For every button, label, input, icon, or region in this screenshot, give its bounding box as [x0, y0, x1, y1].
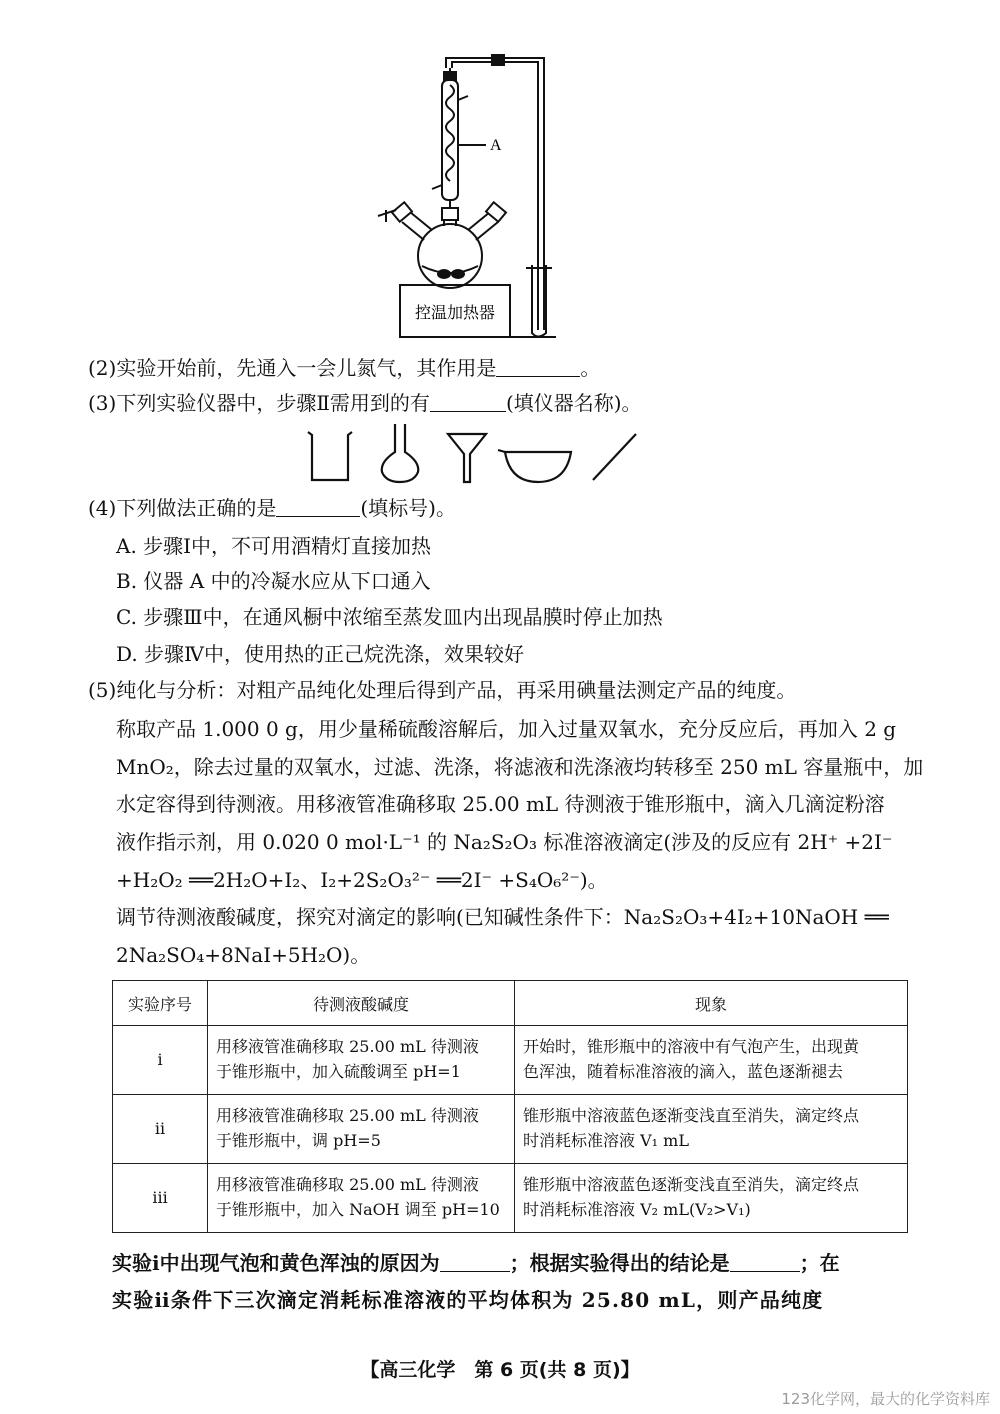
q2-text: (2)实验开始前，先通入一会儿氮气，其作用是: [88, 356, 497, 380]
q5-title: (5)纯化与分析：对粗产品纯化处理后得到产品，再采用碘量法测定产品的纯度。: [88, 678, 797, 702]
q4-after: (填标号)。: [360, 496, 456, 520]
observation-line: 时消耗标准溶液 V₁ mL: [523, 1131, 689, 1150]
watermark: 123化学网，最大的化学资料库: [781, 1390, 990, 1408]
q4-option-d: D. 步骤Ⅳ中，使用热的正己烷洗涤，效果较好: [116, 642, 525, 666]
evaporating-dish-icon: [505, 452, 571, 482]
q2-after: 。: [580, 356, 601, 380]
question-2: [88, 358, 600, 378]
row-id: ⅲ: [113, 1164, 208, 1233]
header-observation: 现象: [515, 981, 908, 1026]
tail-blank-1: [440, 1253, 510, 1272]
row-condition: [208, 1095, 515, 1164]
q3-answer-blank: [430, 393, 506, 412]
q5-para-3: 水定容得到待测液。用移液管准确移取 25.00 mL 待测液于锥形瓶中，滴入几滴淀粉溶: [116, 792, 885, 816]
beaker-icon: [308, 432, 352, 480]
q5-para-7: 2Na₂SO₄+8NaI+5H₂O)。: [116, 943, 371, 967]
q2-answer-blank: [496, 358, 580, 377]
flask-icon: [382, 424, 418, 482]
tail-text-c: ；在: [799, 1251, 840, 1275]
q4-stem: (4)下列做法正确的是: [88, 496, 277, 520]
q5-para-6: 调节待测液酸碱度，探究对滴定的影响(已知碱性条件下：Na₂S₂O₃+4I₂+10NaOH ══: [116, 905, 889, 929]
condenser-label: A: [490, 137, 502, 154]
header-condition: 待测液酸碱度: [208, 981, 515, 1026]
condition-line: 于锥形瓶中，调 pH=5: [216, 1131, 381, 1150]
page-footer: 【高三化学 第 6 页(共 8 页)】: [360, 1359, 640, 1381]
question-4: [88, 498, 456, 518]
q5-para-2: MnO₂，除去过量的双氧水，过滤、洗涤，将滤液和洗涤液均转移至 250 mL 容量瓶中，加: [116, 755, 924, 779]
q4-option-b: B. 仪器 A 中的冷凝水应从下口通入: [116, 569, 431, 593]
glass-rod-icon: [593, 434, 636, 480]
question-3: [88, 393, 642, 413]
funnel-icon: [448, 434, 486, 482]
table-row: [113, 1095, 908, 1164]
table-header-row: [113, 981, 908, 1026]
condition-line: 于锥形瓶中，加入 NaOH 调至 pH=10: [216, 1200, 500, 1219]
tail-blank-2: [730, 1253, 800, 1272]
tail-line-1: [112, 1253, 840, 1273]
condition-line: 用移液管准确移取 25.00 mL 待测液: [216, 1175, 479, 1195]
row-condition: [208, 1026, 515, 1095]
row-observation: [515, 1164, 908, 1233]
condition-line: 用移液管准确移取 25.00 mL 待测液: [216, 1037, 479, 1057]
observation-line: 色浑浊，随着标准溶液的滴入，蓝色逐渐褪去: [523, 1062, 844, 1081]
condition-line: 于锥形瓶中，加入硫酸调至 pH=1: [216, 1062, 461, 1081]
row-id: ⅱ: [113, 1095, 208, 1164]
row-id: ⅰ: [113, 1026, 208, 1095]
observation-line: 锥形瓶中溶液蓝色逐渐变浅直至消失，滴定终点: [523, 1175, 860, 1195]
observation-line: 开始时，锥形瓶中的溶液中有气泡产生，出现黄: [523, 1037, 860, 1057]
q4-answer-blank: [276, 498, 360, 517]
q3-after: (填仪器名称)。: [505, 391, 642, 415]
condition-line: 用移液管准确移取 25.00 mL 待测液: [216, 1106, 479, 1126]
row-observation: [515, 1026, 908, 1095]
table-row: [113, 1026, 908, 1095]
tail-line-2: 实验ⅱ条件下三次滴定消耗标准溶液的平均体积为 25.80 mL，则产品纯度: [112, 1288, 824, 1312]
row-condition: [208, 1164, 515, 1233]
heater-label: 控温加热器: [414, 303, 496, 322]
q3-text: (3)下列实验仪器中，步骤Ⅱ需用到的有: [88, 391, 430, 415]
apparatus-diagram: [360, 50, 580, 345]
observation-line: 时消耗标准溶液 V₂ mL(V₂>V₁): [523, 1200, 751, 1219]
table-row: [113, 1164, 908, 1233]
row-observation: [515, 1095, 908, 1164]
instrument-row: [300, 420, 650, 490]
header-id: 实验序号: [113, 981, 208, 1026]
experiment-table: [112, 980, 908, 1233]
tail-text-b: ；根据实验得出的结论是: [509, 1251, 730, 1275]
q4-option-a: A. 步骤Ⅰ中，不可用酒精灯直接加热: [116, 534, 432, 558]
q5-para-5: +H₂O₂ ══2H₂O+I₂、I₂+2S₂O₃²⁻ ══2I⁻ +S₄O₆²⁻)。: [116, 868, 608, 892]
tail-text-a: 实验ⅰ中出现气泡和黄色浑浊的原因为: [112, 1251, 440, 1275]
observation-line: 锥形瓶中溶液蓝色逐渐变浅直至消失，滴定终点: [523, 1106, 860, 1126]
q5-para-1: 称取产品 1.000 0 g，用少量稀硫酸溶解后，加入过量双氧水，充分反应后，再加入 2 g: [116, 717, 897, 741]
q5-para-4: 液作指示剂，用 0.020 0 mol·L⁻¹ 的 Na₂S₂O₃ 标准溶液滴定(涉及的反应有 2H⁺ +2I⁻: [116, 830, 893, 854]
q4-option-c: C. 步骤Ⅲ中，在通风橱中浓缩至蒸发皿内出现晶膜时停止加热: [116, 605, 663, 629]
